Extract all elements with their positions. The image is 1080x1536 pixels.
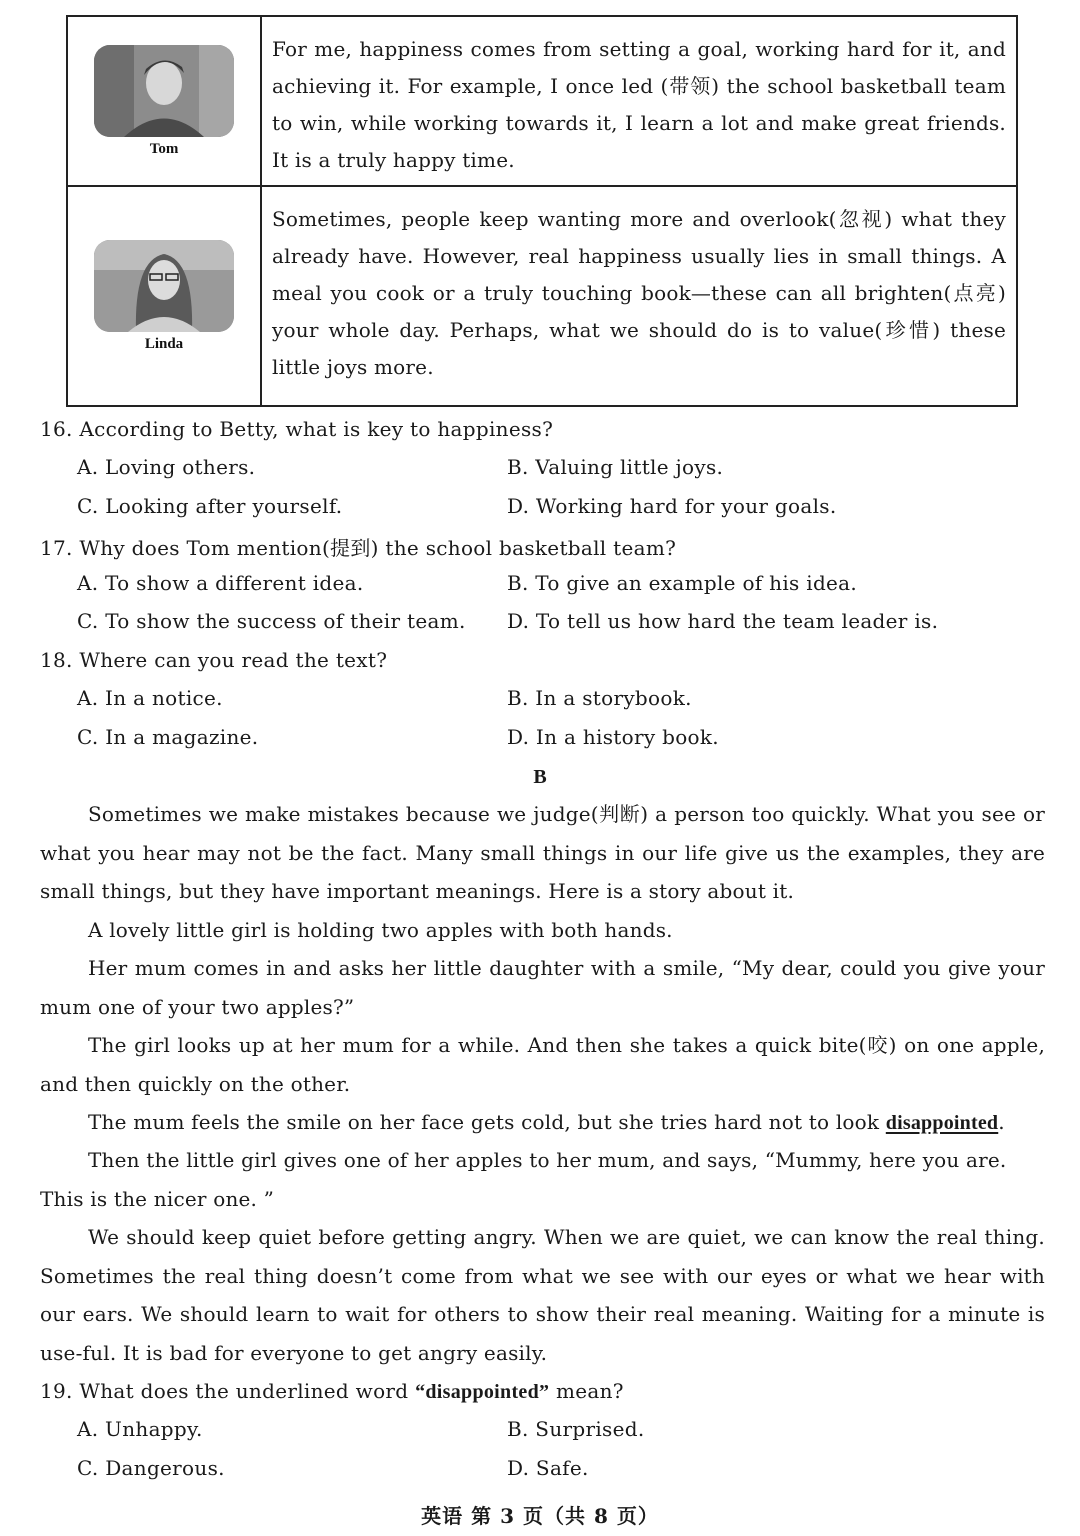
linda-photo: [94, 240, 234, 332]
option-18d[interactable]: D. In a history book.: [507, 725, 719, 749]
option-16d[interactable]: D. Working hard for your goals.: [507, 494, 837, 518]
profile-text: Sometimes, people keep wanting more and overlook(忽视) what they already have. However, real happiness usually lies in small things. A meal you cook or a truly touching book—these can all brighten(点亮) your whole day. Perhaps, what we should do is to value(珍惜) these little joys more.: [272, 207, 1006, 379]
page-footer: 英语 第 3 页（共 8 页）: [421, 1504, 659, 1528]
option-19d[interactable]: D. Safe.: [507, 1456, 589, 1480]
profile-row-tom: [68, 17, 1016, 187]
option-17c[interactable]: C. To show the success of their team.: [77, 609, 466, 633]
section-b-heading: B: [533, 766, 547, 788]
passage-paragraph: This is the nicer one. ”: [40, 1187, 275, 1211]
profile-text: For me, happiness comes from setting a goal, working hard for it, and achieving it. For example, I once led (带领) the school basketball team to win, while working towards it, I learn a lot and make great friends. It is a truly happy time.: [272, 37, 1006, 172]
question-19: [40, 1379, 624, 1404]
option-16c[interactable]: C. Looking after yourself.: [77, 494, 343, 518]
option-16b[interactable]: B. Valuing little joys.: [507, 455, 724, 479]
option-19b[interactable]: B. Surprised.: [507, 1417, 645, 1441]
option-17d[interactable]: D. To tell us how hard the team leader is.: [507, 609, 939, 633]
option-19a[interactable]: A. Unhappy.: [77, 1417, 203, 1441]
passage-text: The mum feels the smile on her face gets cold, but she tries hard not to look: [88, 1110, 880, 1134]
tom-photo: [94, 45, 234, 137]
question-19-suffix: mean?: [555, 1379, 624, 1403]
passage-paragraph: A lovely little girl is holding two apples with both hands.: [88, 918, 673, 942]
option-19c[interactable]: C. Dangerous.: [77, 1456, 225, 1480]
question-16: 16. According to Betty, what is key to happiness?: [40, 417, 554, 441]
passage-paragraph: Then the little girl gives one of her apples to her mum, and says, “Mummy, here you are.: [88, 1148, 1007, 1172]
option-17b[interactable]: B. To give an example of his idea.: [507, 571, 858, 595]
question-18: 18. Where can you read the text?: [40, 648, 388, 672]
passage-paragraph: Her mum comes in and asks her little daughter with a smile, “My dear, could you give your mum one of your two apples?”: [40, 956, 1045, 1019]
profile-photo-cell: [68, 17, 262, 185]
profile-row-linda: [68, 187, 1016, 405]
profile-photo-cell: [68, 187, 262, 405]
option-17a[interactable]: A. To show a different idea.: [77, 571, 364, 595]
option-16a[interactable]: A. Loving others.: [77, 455, 256, 479]
profiles-table: [66, 15, 1018, 407]
passage-paragraph: Sometimes we make mistakes because we judge(判断) a person too quickly. What you see or what you hear may not be the fact. Many small things in our life give us the examples, they are small things, but they have important meanings. Here is a story about it.: [40, 802, 1045, 903]
underlined-word: disappointed: [885, 1112, 999, 1134]
question-17: 17. Why does Tom mention(提到) the school basketball team?: [40, 536, 677, 560]
passage-paragraph: [40, 1103, 1045, 1143]
profile-name: Linda: [144, 335, 184, 352]
question-19-word: “disappointed”: [415, 1381, 550, 1403]
passage-paragraph: The girl looks up at her mum for a while. And then she takes a quick bite(咬) on one apple, and then quickly on the other.: [40, 1033, 1045, 1096]
option-18b[interactable]: B. In a storybook.: [507, 686, 692, 710]
option-18a[interactable]: A. In a notice.: [77, 686, 223, 710]
question-19-prefix: 19. What does the underlined word: [40, 1379, 409, 1403]
period: .: [998, 1110, 1005, 1134]
option-18c[interactable]: C. In a magazine.: [77, 725, 259, 749]
passage-paragraph: We should keep quiet before getting angry. When we are quiet, we can know the real thing. Sometimes the real thing doesn’t come from what we see with our eyes or what we hear with our ears. We should learn to wait for others to show their real meaning. Waiting for a minute is use-ful. It is bad for everyone to get angry easily.: [40, 1225, 1045, 1365]
profile-name: Tom: [149, 140, 179, 157]
